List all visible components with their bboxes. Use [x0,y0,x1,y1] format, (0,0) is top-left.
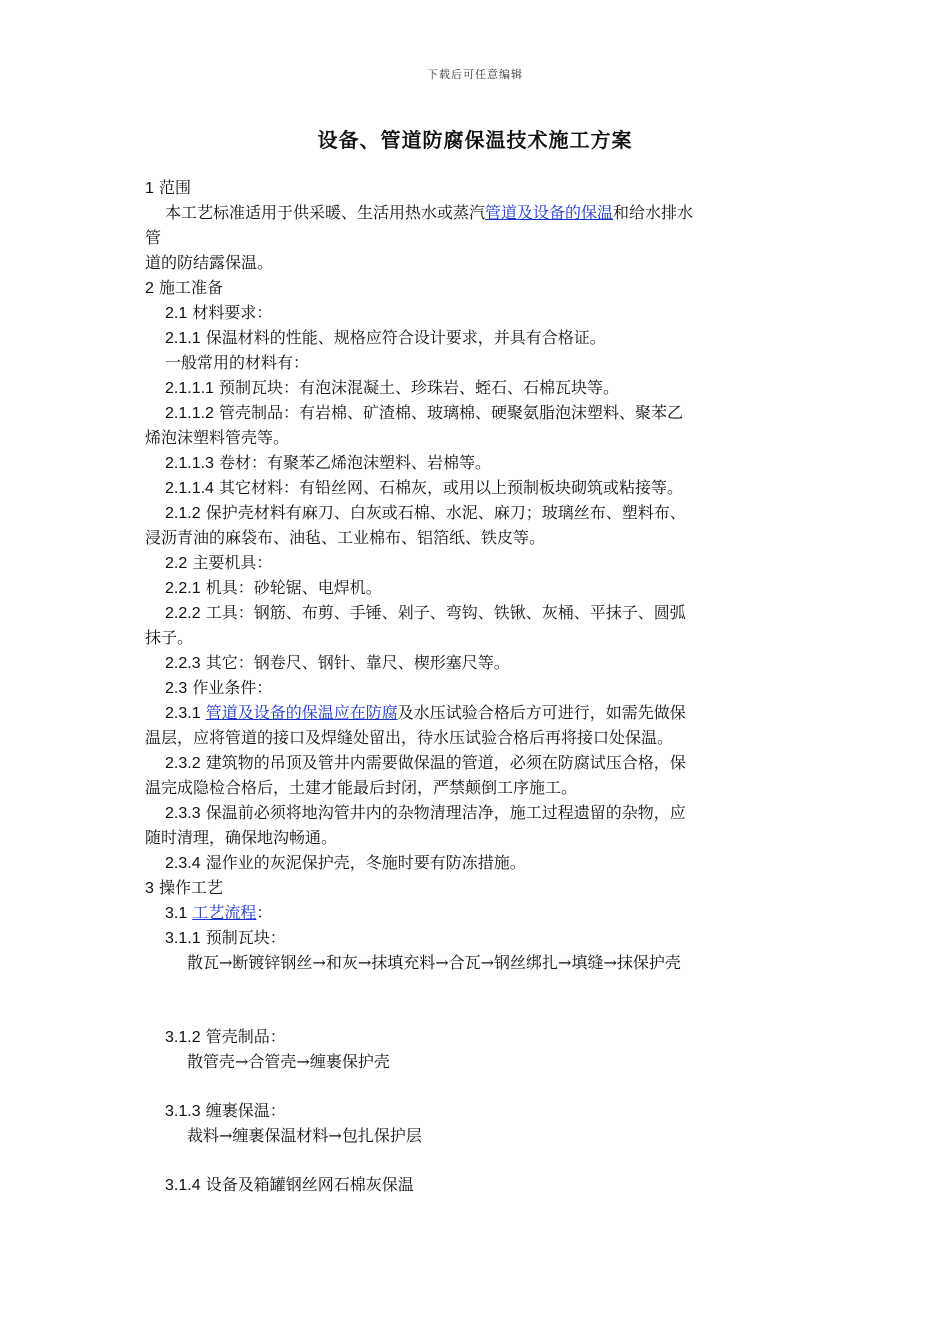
paragraph-line: 温层，应将管道的接口及焊缝处留出，待水压试验合格后再将接口处保温。 [145,728,674,747]
paragraph-line: 2.1.1.3 卷材：有聚苯乙烯泡沫塑料、岩棉等。 [165,453,492,472]
paragraph-line: 2.3.4 湿作业的灰泥保护壳，冬施时要有防冻措施。 [165,853,526,872]
paragraph-line: 道的防结露保温。 [145,253,274,272]
paragraph-line: 浸沥青油的麻袋布、油毡、工业棉布、铝箔纸、铁皮等。 [145,528,546,547]
link-process-flow[interactable]: 工艺流程 [192,903,257,922]
link-pipe-equipment-insulation[interactable]: 管道及设备的保温 [485,203,614,222]
paragraph-line: 2.1.2 保护壳材料有麻刀、白灰或石棉、水泥、麻刀；玻璃丝布、塑料布、 [165,503,686,522]
paragraph-line: 2.3.1 管道及设备的保温应在防腐及水压试验合格后方可进行，如需先做保 [165,703,686,722]
paragraph-line: 3.1.2 管壳制品： [165,1027,286,1046]
paragraph-line: 2.1.1.1 预制瓦块：有泡沫混凝土、珍珠岩、蛭石、石棉瓦块等。 [165,378,620,397]
link-insulation-after-anticorrosion[interactable]: 管道及设备的保温应在防腐 [205,703,398,722]
paragraph-line: 随时清理，确保地沟畅通。 [145,828,338,847]
section-heading: 2 施工准备 [145,278,224,297]
header-note: 下载后可任意编辑 [427,68,523,81]
subsection-heading: 2.2 主要机具： [165,553,273,572]
paragraph-line: 3.1.1 预制瓦块： [165,928,286,947]
process-flow-line: 裁料→缠裹保温材料→包扎保护层 [187,1126,422,1145]
subsection-heading: 3.1 工艺流程： [165,903,273,922]
paragraph-line: 3.1.4 设备及箱罐钢丝网石棉灰保温 [165,1175,414,1194]
paragraph-line: 温完成隐检合格后，土建才能最后封闭，严禁颠倒工序施工。 [145,778,578,797]
paragraph-line: 管 [145,228,162,247]
section-heading: 1 范围 [145,178,192,197]
paragraph-line: 本工艺标准适用于供采暖、生活用热水或蒸汽管道及设备的保温和给水排水 [165,203,694,222]
document-body [145,175,805,1197]
paragraph-line: 烯泡沫塑料管壳等。 [145,428,290,447]
subsection-heading: 2.1 材料要求： [165,303,273,322]
subsection-heading: 2.3 作业条件： [165,678,273,697]
document-title: 设备、管道防腐保温技术施工方案 [317,128,633,152]
section-heading: 3 操作工艺 [145,878,224,897]
process-flow-line: 散管壳→合管壳→缠裹保护壳 [187,1052,390,1071]
paragraph-line: 2.1.1.2 管壳制品：有岩棉、矿渣棉、玻璃棉、硬聚氨脂泡沫塑料、聚苯乙 [165,403,684,422]
paragraph-line: 一般常用的材料有： [165,353,310,372]
paragraph-line: 抹子。 [145,628,194,647]
paragraph-line: 2.2.3 其它：钢卷尺、钢针、靠尺、楔形塞尺等。 [165,653,510,672]
paragraph-line: 2.3.2 建筑物的吊顶及管井内需要做保温的管道，必须在防腐试压合格，保 [165,753,686,772]
paragraph-line: 2.1.1.4 其它材料：有铅丝网、石棉灰，或用以上预制板块砌筑或粘接等。 [165,478,684,497]
paragraph-line: 2.3.3 保温前必须将地沟管井内的杂物清理洁净，施工过程遗留的杂物，应 [165,803,686,822]
paragraph-line: 2.2.1 机具：砂轮锯、电焊机。 [165,578,382,597]
process-flow-line: 散瓦→断镀锌钢丝→和灰→抹填充料→合瓦→钢丝绑扎→填缝→抹保护壳 [187,953,681,972]
paragraph-line: 3.1.3 缠裹保温： [165,1101,286,1120]
paragraph-line: 2.1.1 保温材料的性能、规格应符合设计要求，并具有合格证。 [165,328,606,347]
paragraph-line: 2.2.2 工具：钢筋、布剪、手锤、剁子、弯钩、铁锹、灰桶、平抹子、圆弧 [165,603,686,622]
